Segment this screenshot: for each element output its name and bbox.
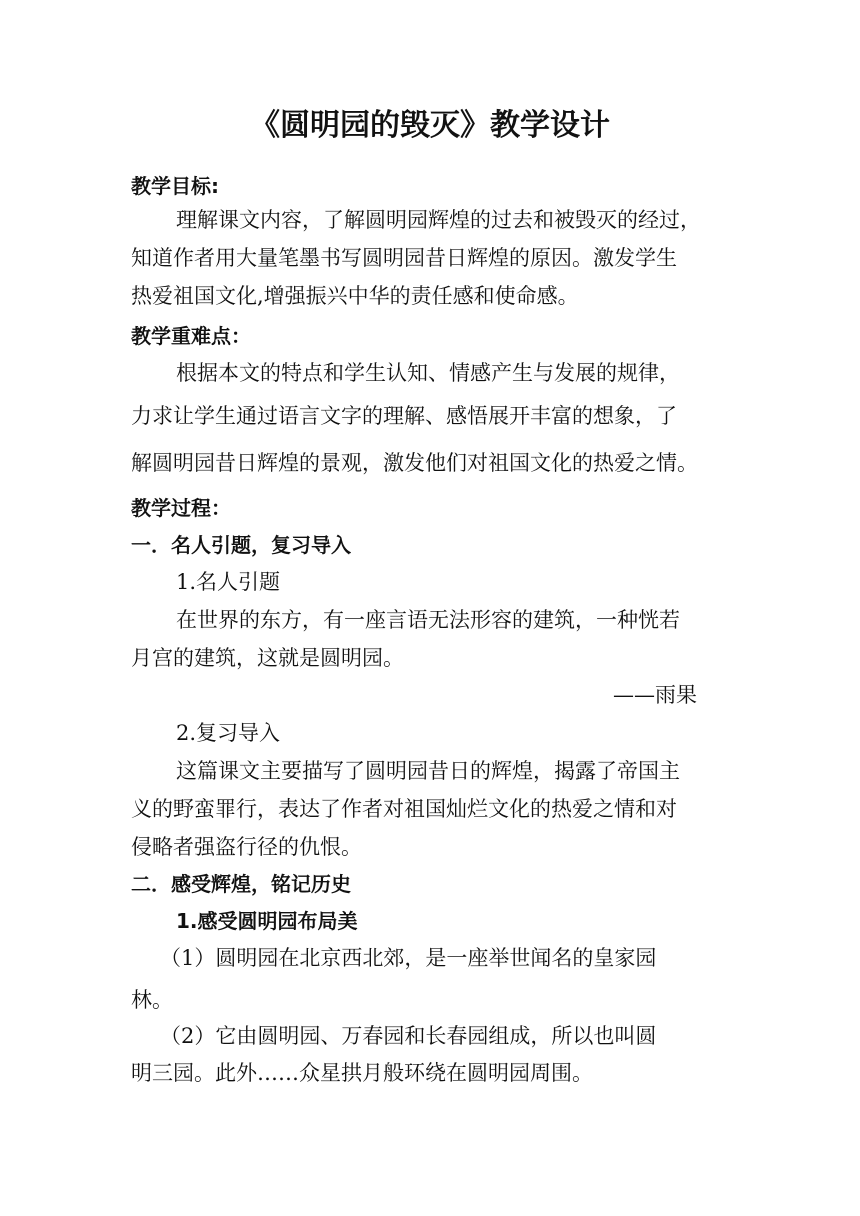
objectives-line-2: 知道作者用大量笔墨书写圆明园昔日辉煌的原因。激发学生 [131, 246, 677, 270]
layout-point-2-line-2: 明三园。此外……众星拱月般环绕在圆明园周围。 [131, 1061, 593, 1085]
review-line-2: 义的野蛮罪行，表达了作者对祖国灿烂文化的热爱之情和对 [131, 797, 677, 821]
section-heading-process: 教学过程： [131, 496, 231, 520]
part-one-heading: 一．名人引题，复习导入 [131, 533, 351, 557]
subsection-review: 2.复习导入 [176, 721, 281, 745]
subsection-layout-beauty: 1.感受圆明园布局美 [176, 909, 358, 933]
document-title: 《圆明园的毁灭》教学设计 [250, 108, 610, 143]
key-points-line-3: 解圆明园昔日辉煌的景观，激发他们对祖国文化的热爱之情。 [131, 451, 698, 475]
objectives-line-3: 热爱祖国文化,增强振兴中华的责任感和使命感。 [131, 284, 579, 308]
quote-line-2: 月宫的建筑，这就是圆明园。 [131, 646, 404, 670]
key-points-line-2: 力求让学生通过语言文字的理解、感悟展开丰富的想象，了 [131, 404, 677, 428]
objectives-line-1: 理解课文内容，了解圆明园辉煌的过去和被毁灭的经过， [176, 208, 701, 232]
layout-point-1-line-2: 林。 [131, 988, 173, 1012]
quote-line-1: 在世界的东方，有一座言语无法形容的建筑，一种恍若 [176, 608, 680, 632]
section-heading-key-points: 教学重难点： [131, 324, 251, 348]
review-line-3: 侵略者强盗行径的仇恨。 [131, 835, 362, 859]
key-points-line-1: 根据本文的特点和学生认知、情感产生与发展的规律， [176, 361, 680, 385]
quote-author: ——雨果 [613, 683, 697, 707]
part-two-heading: 二．感受辉煌，铭记历史 [131, 872, 351, 896]
subsection-famous-quote: 1.名人引题 [176, 570, 281, 594]
layout-point-1-line-1: （1）圆明园在北京西北郊，是一座举世闻名的皇家园 [160, 946, 657, 970]
layout-point-2-line-1: （2）它由圆明园、万春园和长春园组成，所以也叫圆 [160, 1024, 657, 1048]
section-heading-objectives: 教学目标: [131, 174, 219, 198]
review-line-1: 这篇课文主要描写了圆明园昔日的辉煌，揭露了帝国主 [176, 759, 680, 783]
